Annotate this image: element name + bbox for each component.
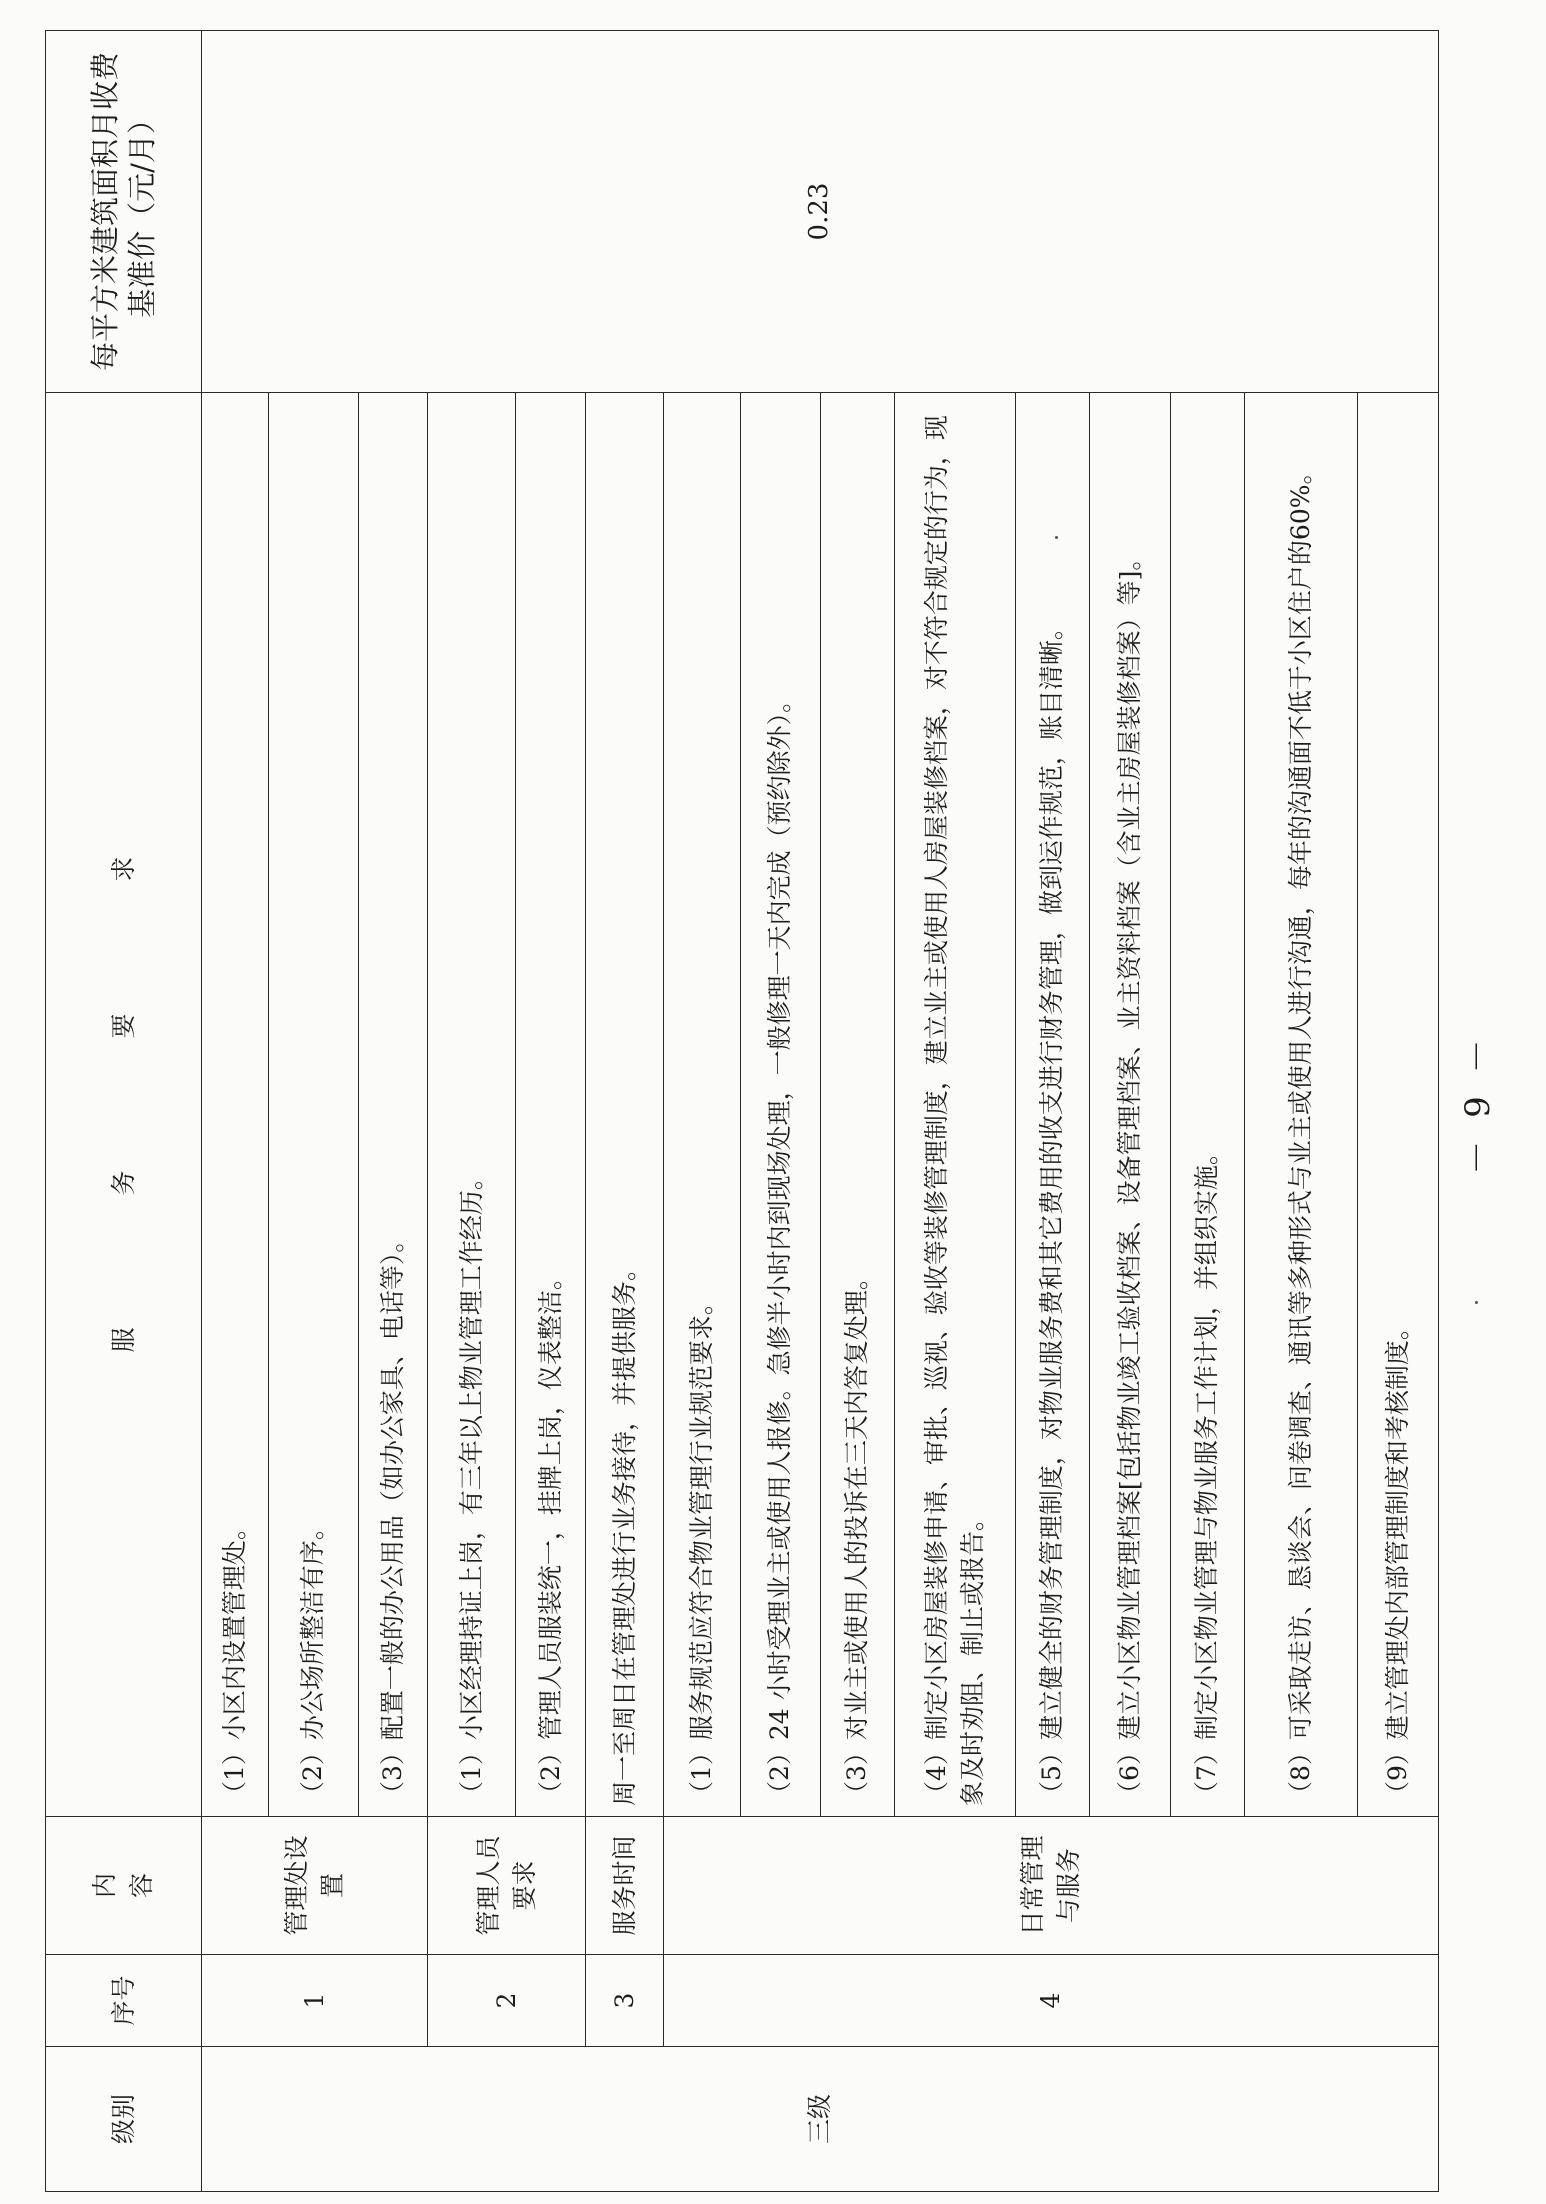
fee-value: 0.23 [202,31,1439,393]
header-content: 内 容 [46,1817,202,1955]
level-cell: 三级 [202,2047,1439,2192]
requirement-item: （1）小区内设置管理处。 [202,393,269,1817]
seq-cell: 3 [586,1955,664,2047]
requirement-item: （4）制定小区房屋装修申请、审批、巡视、验收等装修管理制度，建立业主或使用人房屋装修档案，对不符合规定的行为，现象及时劝阻、制止或报告。 [894,393,1015,1817]
requirement-item: （7）制定小区物业管理与物业服务工作计划，并组织实施。 [1170,393,1244,1817]
content-cell: 日常管理与服务 [664,1817,1439,1955]
requirement-item: （3）对业主或使用人的投诉在三天内答复处理。 [820,393,894,1817]
requirement-item: （1）小区经理持证上岗，有三年以上物业管理工作经历。 [428,393,516,1817]
scan-speck [1055,536,1058,539]
requirement-item: （5）建立健全的财务管理制度，对物业服务费和其它费用的收支进行财务管理，做到运作规范，账目清晰。 [1015,393,1089,1817]
requirement-item: （2）24 小时受理业主或使用人报修。急修半小时内到现场处理，一般修理一天内完成（预约除外）。 [741,393,821,1817]
requirement-item: （9）建立管理处内部管理制度和考核制度。 [1357,393,1438,1817]
seq-cell: 2 [428,1955,586,2047]
content-cell: 服务时间 [586,1817,664,1955]
requirement-item: （6）建立小区物业管理档案[包括物业竣工验收档案、设备管理档案、业主资料档案（含业主房屋装修档案）等]。 [1089,393,1170,1817]
header-level: 级别 [46,2047,202,2192]
requirement-item: （1）服务规范应符合物业管理行业规范要求。 [664,393,741,1817]
requirement-item: （2）办公场所整洁有序。 [269,393,358,1817]
seq-cell: 1 [202,1955,428,2047]
header-row [46,31,202,2192]
header-fee: 每平方米建筑面积月收费基准价（元/月） [46,31,202,393]
header-requirements: 服 务 要 求 [46,393,202,1817]
scan-speck [1475,1301,1478,1304]
service-standard-table [45,30,1439,2192]
page-number: － 9 － [1458,1033,1498,1175]
requirement-item: （2）管理人员服装统一，挂牌上岗，仪表整洁。 [516,393,586,1817]
content-cell: 管理人员要求 [428,1817,586,1955]
requirement-item: （8）可采取走访、恳谈会、问卷调查、通讯等多种形式与业主或使用人进行沟通，每年的沟通面不低于小区住户的60%。 [1244,393,1357,1817]
content-cell: 管理处设置 [202,1817,428,1955]
table-row [202,31,269,2192]
seq-cell: 4 [664,1955,1439,2047]
header-seq: 序号 [46,1955,202,2047]
requirement-item: （3）配置一般的办公用品（如办公家具、电话等）。 [358,393,428,1817]
requirement-item: 周一至周日在管理处进行业务接待，并提供服务。 [586,393,664,1817]
